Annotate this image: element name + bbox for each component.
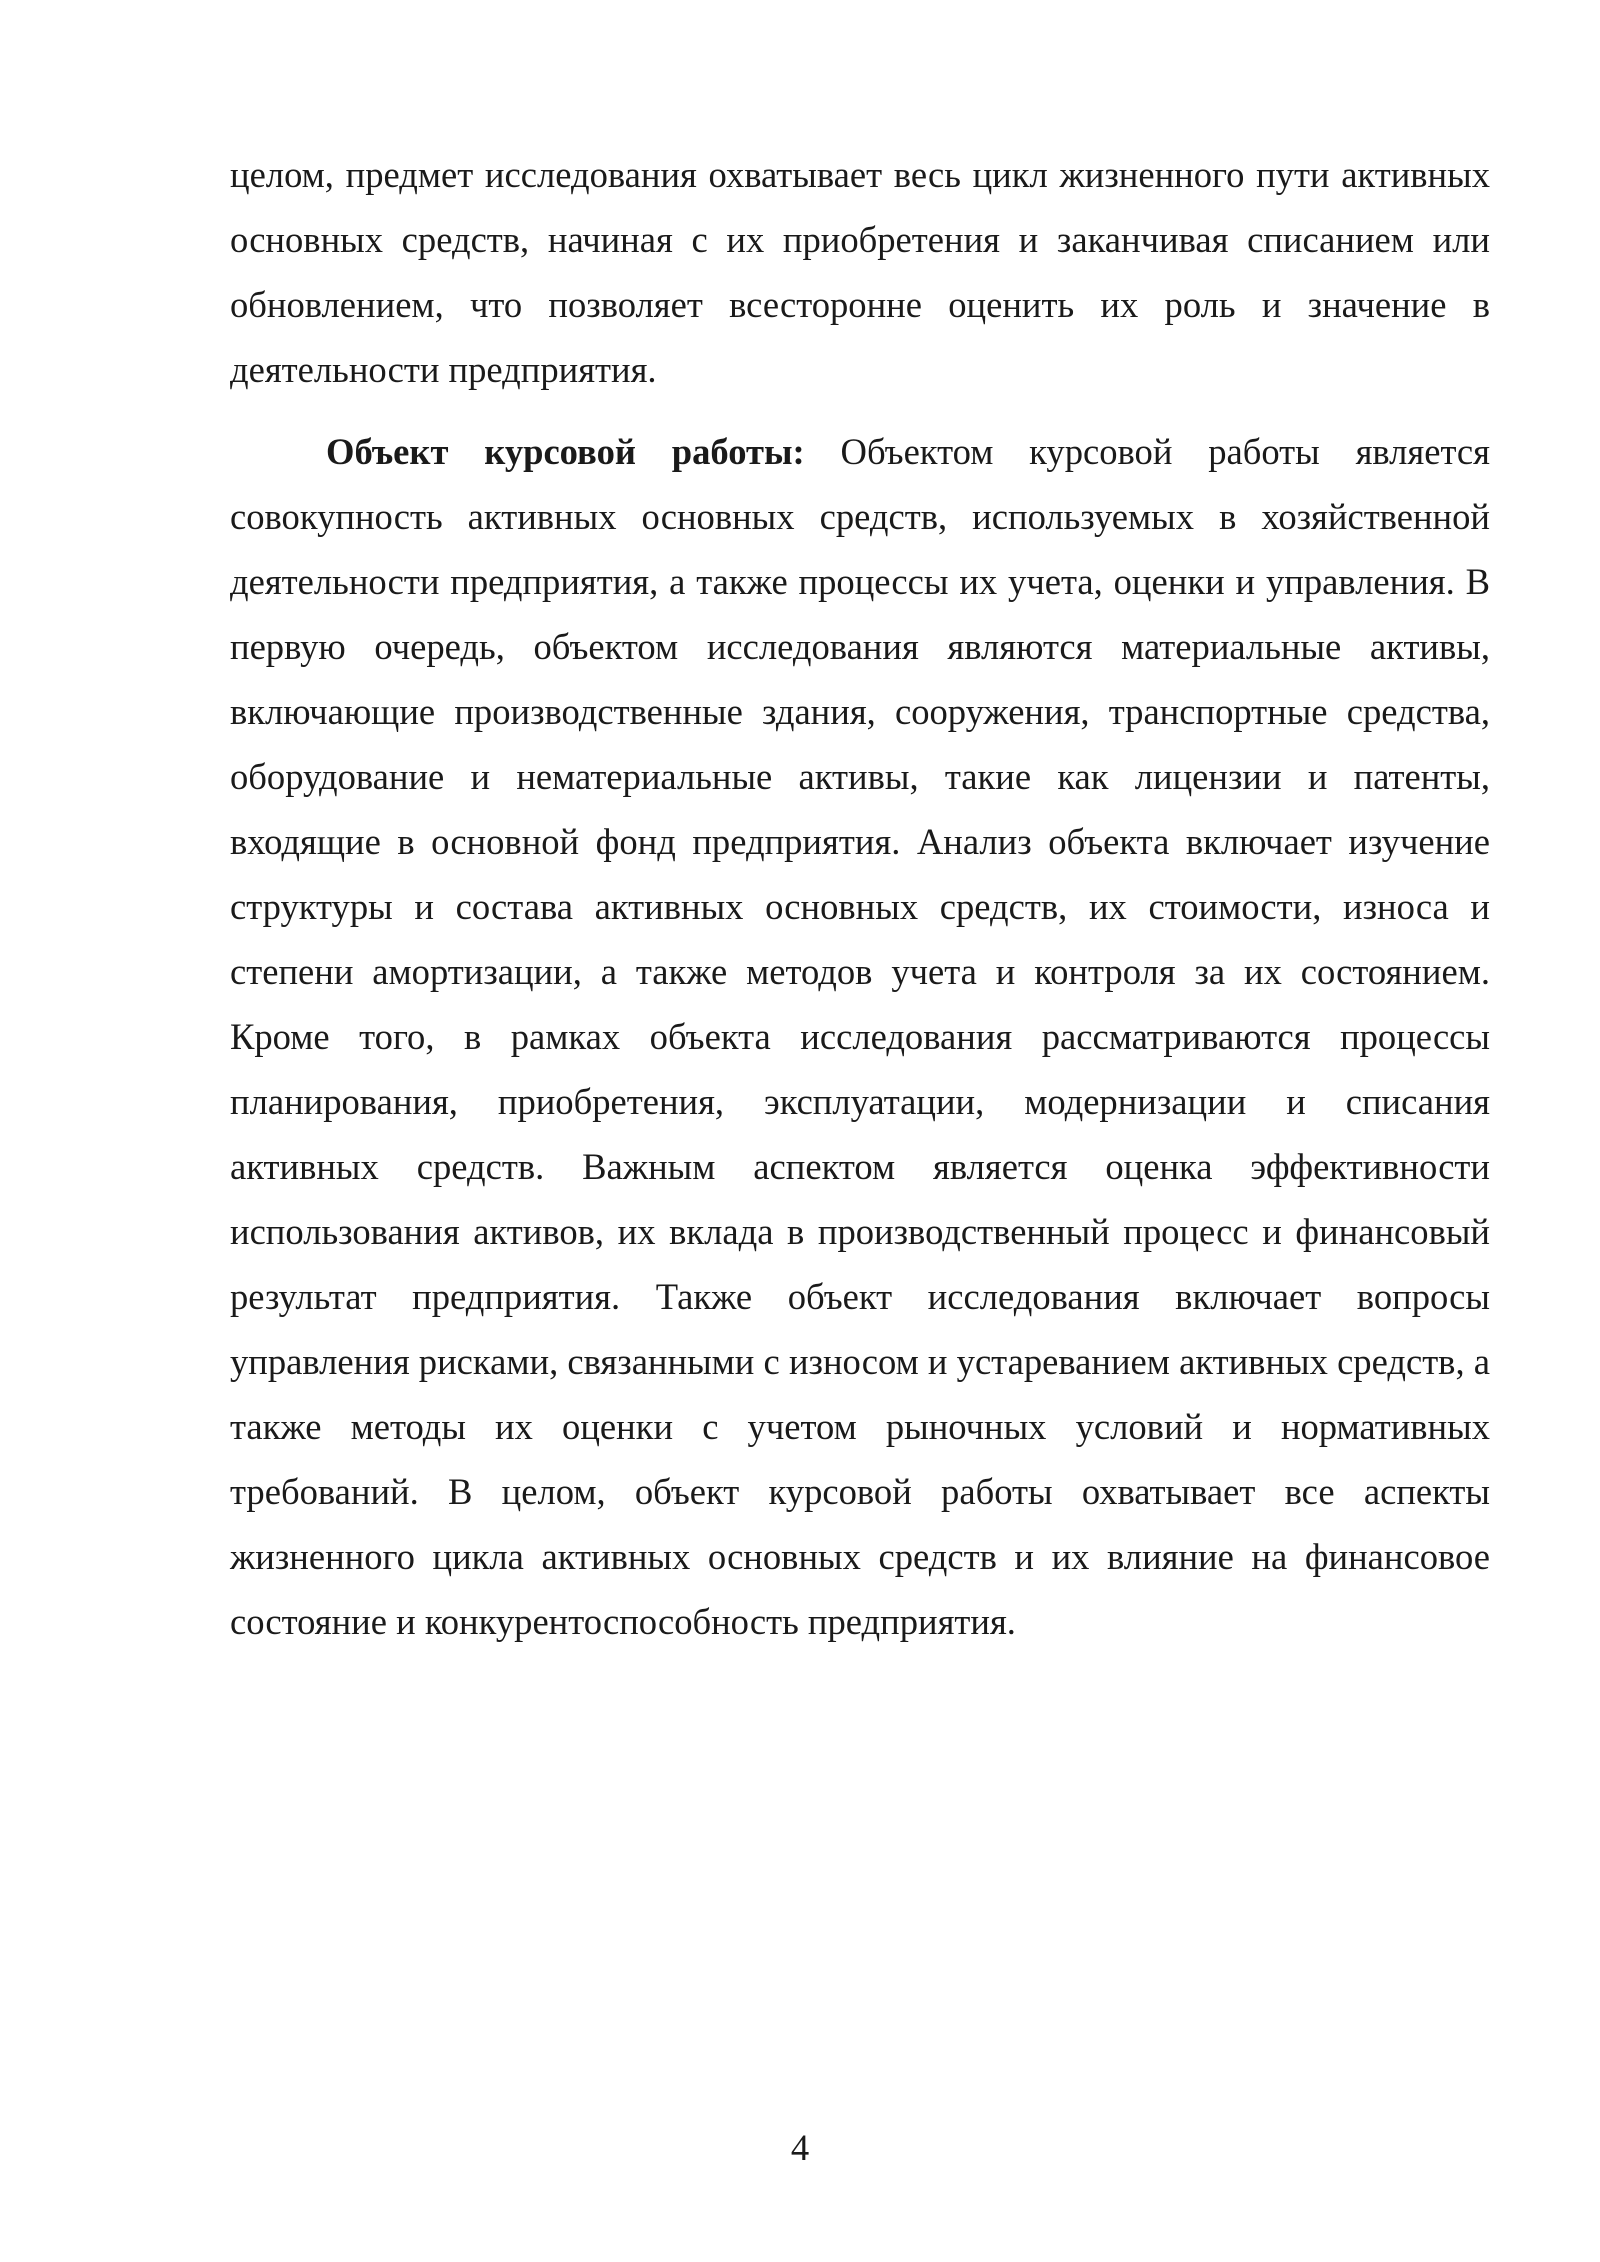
paragraph-text: Объектом курсовой работы является совокупность активных основных средств, используемых в хозяйственной деятельности предприятия, а также процессы их учета, оценки и управления. В первую очередь, объектом исследования являются материальные активы, включающие производственные здания, сооружения, транспортные средства, оборудование и нематериальные активы, такие как лицензии и патенты, входящие в основной фонд предприятия. Анализ объекта включает изучение структуры и состава активных основных средств, их стоимости, износа и степени амортизации, а также методов учета и контроля за их состоянием. Кроме того, в рамках объекта исследования рассматриваются процессы планирования, приобретения, эксплуатации, модернизации и списания активных средств. Важным аспектом является оценка эффективности использования активов, их вклада в производственный процесс и финансовый результат предприятия. Также объект исследования включает вопросы управления рисками, связанными с износом и устареванием активных средств, а также методы их оценки с учетом рыночных условий и нормативных требований. В целом, объект курсовой работы охватывает все аспекты жизненного цикла активных основных средств и их влияние на финансовое состояние и конкурентоспособность предприятия.: [230, 431, 1490, 1642]
paragraph-continuation: [230, 142, 1490, 402]
paragraph-text: целом, предмет исследования охватывает весь цикл жизненного пути активных основных средств, начиная с их приобретения и заканчивая списанием или обновлением, что позволяет всесторонне оценить их роль и значение в деятельности предприятия.: [230, 154, 1490, 390]
body-text: [230, 142, 1490, 1654]
paragraph-lead-heading: Объект курсовой работы:: [326, 431, 805, 472]
page-number: 4: [790, 2127, 810, 2168]
paragraph-course-object: [230, 419, 1490, 1654]
